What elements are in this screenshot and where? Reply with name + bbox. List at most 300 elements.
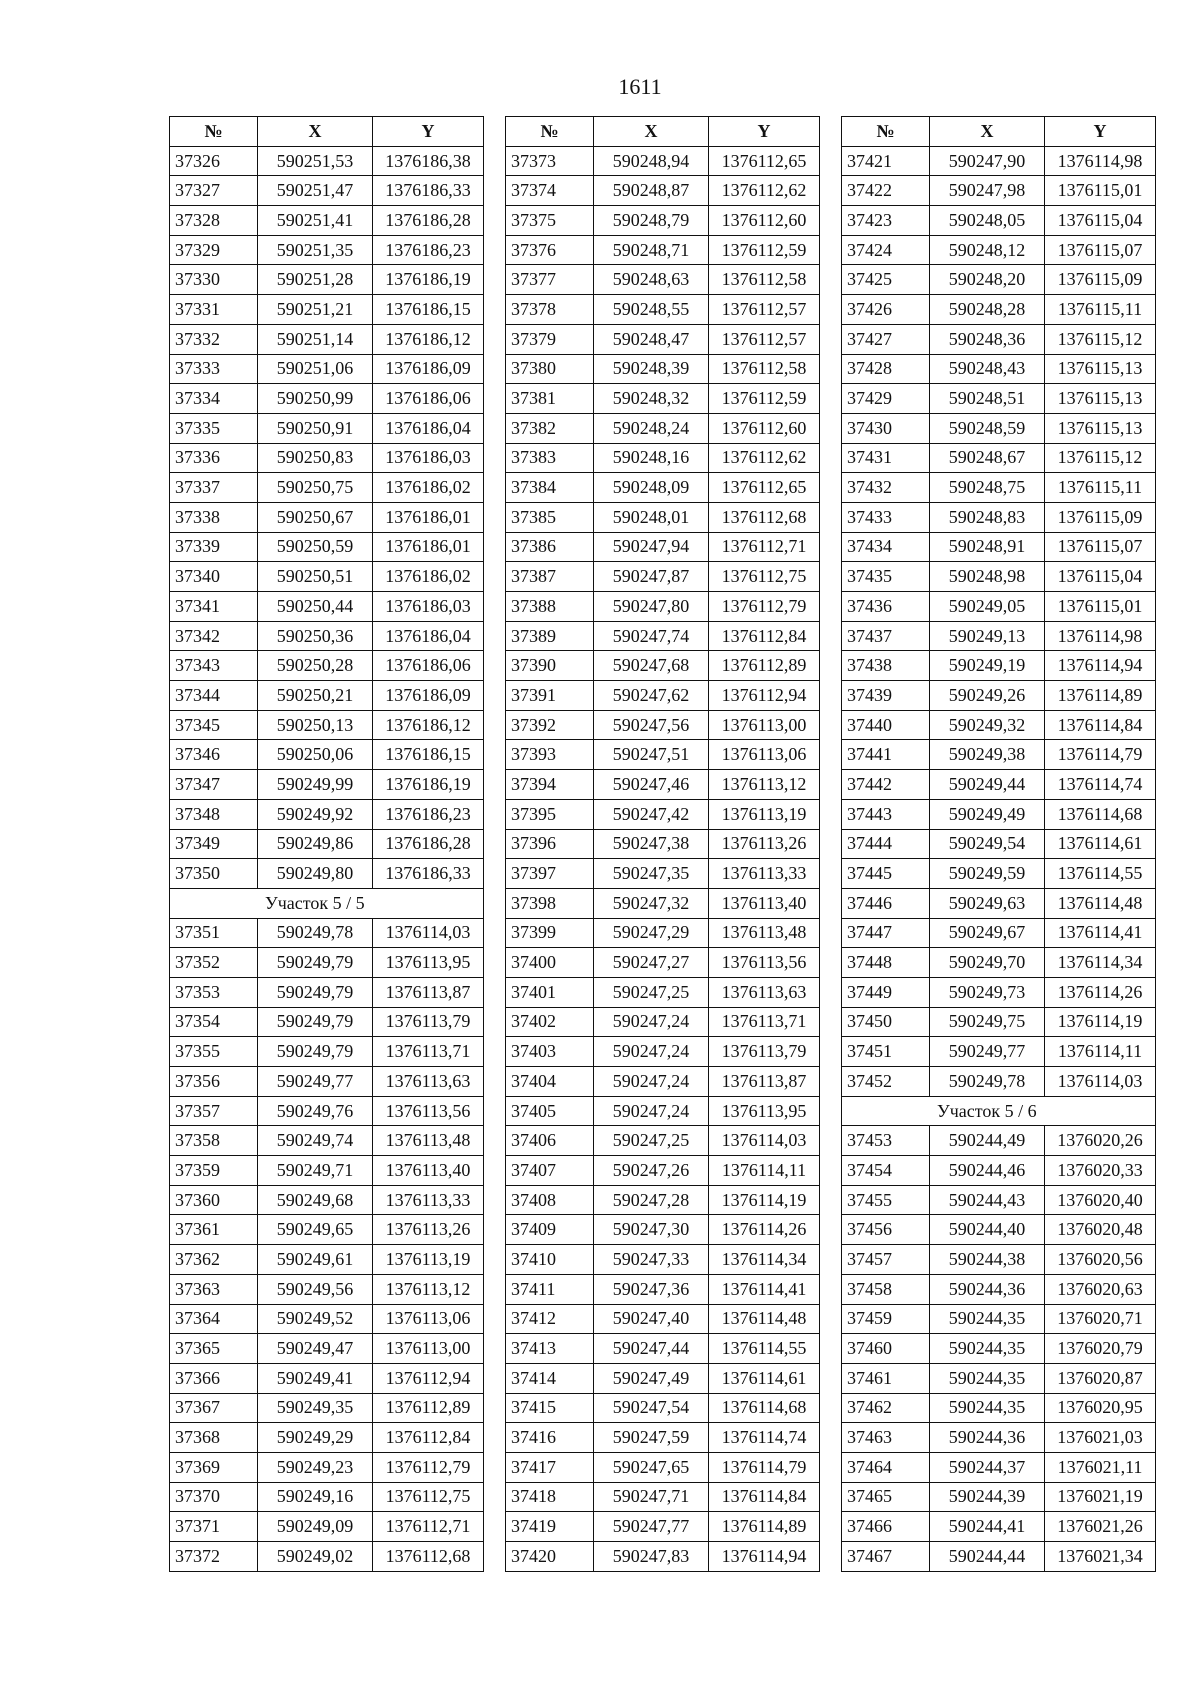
x-coordinate: 590250,44	[258, 592, 373, 622]
table-row	[506, 1452, 820, 1482]
point-number: 37398	[506, 888, 594, 918]
y-coordinate: 1376114,68	[709, 1393, 820, 1423]
table-row	[506, 829, 820, 859]
x-coordinate: 590244,36	[930, 1423, 1045, 1453]
table-row	[842, 235, 1156, 265]
table-row	[842, 1126, 1156, 1156]
x-coordinate: 590247,62	[594, 681, 709, 711]
y-coordinate: 1376112,79	[709, 592, 820, 622]
point-number: 37348	[170, 799, 258, 829]
point-number: 37372	[170, 1542, 258, 1572]
x-coordinate: 590244,35	[930, 1334, 1045, 1364]
x-coordinate: 590244,41	[930, 1512, 1045, 1542]
table-row	[842, 502, 1156, 532]
header-number: №	[170, 117, 258, 147]
y-coordinate: 1376186,06	[373, 651, 484, 681]
table-row	[506, 681, 820, 711]
x-coordinate: 590249,23	[258, 1452, 373, 1482]
x-coordinate: 590247,77	[594, 1512, 709, 1542]
table-row	[170, 1542, 484, 1572]
table-row	[170, 532, 484, 562]
point-number: 37363	[170, 1274, 258, 1304]
point-number: 37399	[506, 918, 594, 948]
y-coordinate: 1376186,12	[373, 324, 484, 354]
point-number: 37414	[506, 1363, 594, 1393]
x-coordinate: 590248,75	[930, 473, 1045, 503]
point-number: 37354	[170, 1007, 258, 1037]
y-coordinate: 1376113,06	[373, 1304, 484, 1334]
x-coordinate: 590248,47	[594, 324, 709, 354]
table-row	[842, 384, 1156, 414]
point-number: 37465	[842, 1482, 930, 1512]
y-coordinate: 1376115,07	[1045, 235, 1156, 265]
x-coordinate: 590249,79	[258, 977, 373, 1007]
table-row	[506, 413, 820, 443]
y-coordinate: 1376186,02	[373, 473, 484, 503]
table-row	[170, 770, 484, 800]
point-number: 37427	[842, 324, 930, 354]
x-coordinate: 590249,16	[258, 1482, 373, 1512]
y-coordinate: 1376114,55	[1045, 859, 1156, 889]
table-row	[842, 1245, 1156, 1275]
point-number: 37455	[842, 1185, 930, 1215]
x-coordinate: 590249,47	[258, 1334, 373, 1364]
x-coordinate: 590250,51	[258, 562, 373, 592]
x-coordinate: 590247,38	[594, 829, 709, 859]
point-number: 37377	[506, 265, 594, 295]
x-coordinate: 590244,49	[930, 1126, 1045, 1156]
table-row	[842, 206, 1156, 236]
x-coordinate: 590247,36	[594, 1274, 709, 1304]
y-coordinate: 1376115,04	[1045, 206, 1156, 236]
point-number: 37422	[842, 176, 930, 206]
y-coordinate: 1376113,95	[373, 948, 484, 978]
table-row	[170, 295, 484, 325]
table-row	[842, 1512, 1156, 1542]
point-number: 37403	[506, 1037, 594, 1067]
x-coordinate: 590249,74	[258, 1126, 373, 1156]
table-row	[170, 799, 484, 829]
header-number: №	[842, 117, 930, 147]
point-number: 37460	[842, 1334, 930, 1364]
table-row	[506, 1542, 820, 1572]
y-coordinate: 1376186,38	[373, 146, 484, 176]
point-number: 37429	[842, 384, 930, 414]
table-row	[842, 1007, 1156, 1037]
table-header-row	[170, 117, 484, 147]
x-coordinate: 590249,05	[930, 592, 1045, 622]
point-number: 37426	[842, 295, 930, 325]
point-number: 37408	[506, 1185, 594, 1215]
table-row	[842, 354, 1156, 384]
x-coordinate: 590250,91	[258, 413, 373, 443]
table-row	[170, 1304, 484, 1334]
x-coordinate: 590248,83	[930, 502, 1045, 532]
table-row	[506, 1274, 820, 1304]
table-row	[506, 592, 820, 622]
x-coordinate: 590251,47	[258, 176, 373, 206]
x-coordinate: 590244,43	[930, 1185, 1045, 1215]
x-coordinate: 590251,35	[258, 235, 373, 265]
table-row	[170, 443, 484, 473]
x-coordinate: 590248,16	[594, 443, 709, 473]
table-row	[170, 1363, 484, 1393]
y-coordinate: 1376113,79	[373, 1007, 484, 1037]
x-coordinate: 590247,32	[594, 888, 709, 918]
point-number: 37446	[842, 888, 930, 918]
table-row	[170, 1126, 484, 1156]
table-row	[842, 1482, 1156, 1512]
table-row	[842, 1423, 1156, 1453]
x-coordinate: 590248,98	[930, 562, 1045, 592]
table-row	[170, 621, 484, 651]
x-coordinate: 590247,74	[594, 621, 709, 651]
table-row	[170, 146, 484, 176]
x-coordinate: 590251,28	[258, 265, 373, 295]
point-number: 37407	[506, 1156, 594, 1186]
point-number: 37435	[842, 562, 930, 592]
x-coordinate: 590248,51	[930, 384, 1045, 414]
point-number: 37373	[506, 146, 594, 176]
y-coordinate: 1376021,19	[1045, 1482, 1156, 1512]
x-coordinate: 590247,90	[930, 146, 1045, 176]
x-coordinate: 590244,35	[930, 1393, 1045, 1423]
x-coordinate: 590248,43	[930, 354, 1045, 384]
point-number: 37360	[170, 1185, 258, 1215]
x-coordinate: 590247,24	[594, 1007, 709, 1037]
point-number: 37458	[842, 1274, 930, 1304]
table-row	[506, 354, 820, 384]
x-coordinate: 590249,86	[258, 829, 373, 859]
table-row	[506, 1334, 820, 1364]
x-coordinate: 590249,70	[930, 948, 1045, 978]
y-coordinate: 1376113,33	[373, 1185, 484, 1215]
y-coordinate: 1376186,03	[373, 592, 484, 622]
x-coordinate: 590249,29	[258, 1423, 373, 1453]
y-coordinate: 1376114,84	[709, 1482, 820, 1512]
y-coordinate: 1376020,33	[1045, 1156, 1156, 1186]
point-number: 37381	[506, 384, 594, 414]
point-number: 37417	[506, 1452, 594, 1482]
y-coordinate: 1376115,09	[1045, 502, 1156, 532]
y-coordinate: 1376112,89	[709, 651, 820, 681]
x-coordinate: 590250,36	[258, 621, 373, 651]
y-coordinate: 1376112,84	[709, 621, 820, 651]
y-coordinate: 1376112,89	[373, 1393, 484, 1423]
x-coordinate: 590251,41	[258, 206, 373, 236]
point-number: 37459	[842, 1304, 930, 1334]
table-row	[170, 1482, 484, 1512]
x-coordinate: 590247,46	[594, 770, 709, 800]
x-coordinate: 590247,35	[594, 859, 709, 889]
y-coordinate: 1376113,48	[709, 918, 820, 948]
page-number: 1611	[618, 74, 662, 99]
y-coordinate: 1376186,03	[373, 443, 484, 473]
x-coordinate: 590251,14	[258, 324, 373, 354]
x-coordinate: 590244,35	[930, 1304, 1045, 1334]
point-number: 37436	[842, 592, 930, 622]
y-coordinate: 1376113,48	[373, 1126, 484, 1156]
y-coordinate: 1376114,98	[1045, 621, 1156, 651]
x-coordinate: 590248,71	[594, 235, 709, 265]
table-row	[506, 621, 820, 651]
table-row	[170, 1037, 484, 1067]
y-coordinate: 1376114,19	[1045, 1007, 1156, 1037]
y-coordinate: 1376115,01	[1045, 592, 1156, 622]
point-number: 37335	[170, 413, 258, 443]
x-coordinate: 590247,24	[594, 1037, 709, 1067]
point-number: 37361	[170, 1215, 258, 1245]
table-row	[506, 176, 820, 206]
x-coordinate: 590249,73	[930, 977, 1045, 1007]
y-coordinate: 1376020,63	[1045, 1274, 1156, 1304]
point-number: 37356	[170, 1067, 258, 1097]
point-number: 37386	[506, 532, 594, 562]
table-row	[506, 1393, 820, 1423]
y-coordinate: 1376113,40	[373, 1156, 484, 1186]
point-number: 37349	[170, 829, 258, 859]
point-number: 37393	[506, 740, 594, 770]
coordinate-tables	[169, 116, 1156, 1572]
point-number: 37411	[506, 1274, 594, 1304]
table-row	[506, 770, 820, 800]
x-coordinate: 590251,06	[258, 354, 373, 384]
y-coordinate: 1376115,13	[1045, 354, 1156, 384]
x-coordinate: 590249,75	[930, 1007, 1045, 1037]
table-row	[842, 265, 1156, 295]
x-coordinate: 590249,26	[930, 681, 1045, 711]
point-number: 37374	[506, 176, 594, 206]
y-coordinate: 1376112,71	[709, 532, 820, 562]
y-coordinate: 1376113,71	[709, 1007, 820, 1037]
y-coordinate: 1376114,34	[1045, 948, 1156, 978]
point-number: 37424	[842, 235, 930, 265]
coordinate-table	[841, 116, 1156, 1572]
y-coordinate: 1376112,62	[709, 176, 820, 206]
table-row	[170, 1452, 484, 1482]
x-coordinate: 590250,83	[258, 443, 373, 473]
point-number: 37439	[842, 681, 930, 711]
point-number: 37382	[506, 413, 594, 443]
table-row	[506, 1156, 820, 1186]
table-row	[842, 413, 1156, 443]
point-number: 37454	[842, 1156, 930, 1186]
x-coordinate: 590248,32	[594, 384, 709, 414]
x-coordinate: 590249,92	[258, 799, 373, 829]
y-coordinate: 1376186,19	[373, 265, 484, 295]
table-row	[170, 324, 484, 354]
x-coordinate: 590247,65	[594, 1452, 709, 1482]
point-number: 37340	[170, 562, 258, 592]
y-coordinate: 1376113,06	[709, 740, 820, 770]
table-row	[842, 621, 1156, 651]
table-row	[170, 354, 484, 384]
x-coordinate: 590247,24	[594, 1067, 709, 1097]
y-coordinate: 1376021,03	[1045, 1423, 1156, 1453]
point-number: 37344	[170, 681, 258, 711]
x-coordinate: 590249,78	[258, 918, 373, 948]
x-coordinate: 590251,53	[258, 146, 373, 176]
point-number: 37387	[506, 562, 594, 592]
x-coordinate: 590247,98	[930, 176, 1045, 206]
x-coordinate: 590250,06	[258, 740, 373, 770]
table-row	[170, 1096, 484, 1126]
point-number: 37352	[170, 948, 258, 978]
x-coordinate: 590249,71	[258, 1156, 373, 1186]
y-coordinate: 1376113,19	[709, 799, 820, 829]
table-row	[170, 176, 484, 206]
x-coordinate: 590247,40	[594, 1304, 709, 1334]
table-row	[506, 918, 820, 948]
x-coordinate: 590250,99	[258, 384, 373, 414]
y-coordinate: 1376114,03	[709, 1126, 820, 1156]
x-coordinate: 590248,39	[594, 354, 709, 384]
point-number: 37365	[170, 1334, 258, 1364]
table-row	[170, 502, 484, 532]
point-number: 37368	[170, 1423, 258, 1453]
point-number: 37448	[842, 948, 930, 978]
x-coordinate: 590247,27	[594, 948, 709, 978]
header-y: Y	[709, 117, 820, 147]
point-number: 37383	[506, 443, 594, 473]
table-row	[506, 1037, 820, 1067]
x-coordinate: 590249,35	[258, 1393, 373, 1423]
x-coordinate: 590247,71	[594, 1482, 709, 1512]
x-coordinate: 590248,59	[930, 413, 1045, 443]
x-coordinate: 590248,91	[930, 532, 1045, 562]
x-coordinate: 590247,54	[594, 1393, 709, 1423]
y-coordinate: 1376112,71	[373, 1512, 484, 1542]
point-number: 37406	[506, 1126, 594, 1156]
table-row	[506, 1512, 820, 1542]
x-coordinate: 590248,09	[594, 473, 709, 503]
y-coordinate: 1376114,98	[1045, 146, 1156, 176]
point-number: 37410	[506, 1245, 594, 1275]
x-coordinate: 590249,13	[930, 621, 1045, 651]
x-coordinate: 590247,83	[594, 1542, 709, 1572]
x-coordinate: 590247,24	[594, 1096, 709, 1126]
y-coordinate: 1376113,00	[709, 710, 820, 740]
table-row	[170, 1245, 484, 1275]
point-number: 37400	[506, 948, 594, 978]
y-coordinate: 1376113,87	[373, 977, 484, 1007]
table-row	[506, 502, 820, 532]
point-number: 37334	[170, 384, 258, 414]
x-coordinate: 590250,28	[258, 651, 373, 681]
x-coordinate: 590249,78	[930, 1067, 1045, 1097]
y-coordinate: 1376112,75	[373, 1482, 484, 1512]
point-number: 37342	[170, 621, 258, 651]
point-number: 37353	[170, 977, 258, 1007]
x-coordinate: 590247,44	[594, 1334, 709, 1364]
coordinate-table	[169, 116, 484, 1572]
table-row	[842, 295, 1156, 325]
x-coordinate: 590249,76	[258, 1096, 373, 1126]
y-coordinate: 1376186,01	[373, 502, 484, 532]
table-row	[170, 710, 484, 740]
point-number: 37379	[506, 324, 594, 354]
point-number: 37466	[842, 1512, 930, 1542]
y-coordinate: 1376021,26	[1045, 1512, 1156, 1542]
x-coordinate: 590247,33	[594, 1245, 709, 1275]
y-coordinate: 1376112,57	[709, 324, 820, 354]
x-coordinate: 590250,59	[258, 532, 373, 562]
y-coordinate: 1376186,33	[373, 176, 484, 206]
y-coordinate: 1376114,48	[709, 1304, 820, 1334]
point-number: 37432	[842, 473, 930, 503]
table-row	[170, 592, 484, 622]
table-header-row	[842, 117, 1156, 147]
y-coordinate: 1376020,87	[1045, 1363, 1156, 1393]
point-number: 37392	[506, 710, 594, 740]
y-coordinate: 1376020,40	[1045, 1185, 1156, 1215]
y-coordinate: 1376112,60	[709, 413, 820, 443]
section-title: Участок 5 / 6	[842, 1096, 1156, 1126]
table-row	[506, 710, 820, 740]
table-row	[842, 532, 1156, 562]
table-row	[842, 1452, 1156, 1482]
x-coordinate: 590247,30	[594, 1215, 709, 1245]
y-coordinate: 1376114,11	[1045, 1037, 1156, 1067]
x-coordinate: 590247,25	[594, 977, 709, 1007]
table-row	[170, 1007, 484, 1037]
y-coordinate: 1376112,59	[709, 384, 820, 414]
y-coordinate: 1376114,48	[1045, 888, 1156, 918]
y-coordinate: 1376115,11	[1045, 295, 1156, 325]
y-coordinate: 1376115,11	[1045, 473, 1156, 503]
header-x: X	[594, 117, 709, 147]
point-number: 37418	[506, 1482, 594, 1512]
table-row	[506, 295, 820, 325]
header-x: X	[258, 117, 373, 147]
x-coordinate: 590247,49	[594, 1363, 709, 1393]
table-row	[170, 384, 484, 414]
point-number: 37376	[506, 235, 594, 265]
x-coordinate: 590244,46	[930, 1156, 1045, 1186]
table-row	[170, 1393, 484, 1423]
table-row	[842, 799, 1156, 829]
y-coordinate: 1376114,94	[709, 1542, 820, 1572]
y-coordinate: 1376114,03	[373, 918, 484, 948]
table-row	[506, 1215, 820, 1245]
table-row	[170, 829, 484, 859]
y-coordinate: 1376113,71	[373, 1037, 484, 1067]
point-number: 37396	[506, 829, 594, 859]
header-number: №	[506, 117, 594, 147]
y-coordinate: 1376114,74	[709, 1423, 820, 1453]
y-coordinate: 1376186,23	[373, 799, 484, 829]
point-number: 37430	[842, 413, 930, 443]
y-coordinate: 1376186,06	[373, 384, 484, 414]
y-coordinate: 1376020,95	[1045, 1393, 1156, 1423]
point-number: 37357	[170, 1096, 258, 1126]
y-coordinate: 1376113,63	[373, 1067, 484, 1097]
x-coordinate: 590244,38	[930, 1245, 1045, 1275]
point-number: 37443	[842, 799, 930, 829]
y-coordinate: 1376114,19	[709, 1185, 820, 1215]
y-coordinate: 1376020,26	[1045, 1126, 1156, 1156]
x-coordinate: 590244,37	[930, 1452, 1045, 1482]
point-number: 37395	[506, 799, 594, 829]
point-number: 37343	[170, 651, 258, 681]
point-number: 37437	[842, 621, 930, 651]
table-row	[170, 206, 484, 236]
y-coordinate: 1376020,48	[1045, 1215, 1156, 1245]
x-coordinate: 590247,28	[594, 1185, 709, 1215]
point-number: 37338	[170, 502, 258, 532]
y-coordinate: 1376114,84	[1045, 710, 1156, 740]
point-number: 37327	[170, 176, 258, 206]
